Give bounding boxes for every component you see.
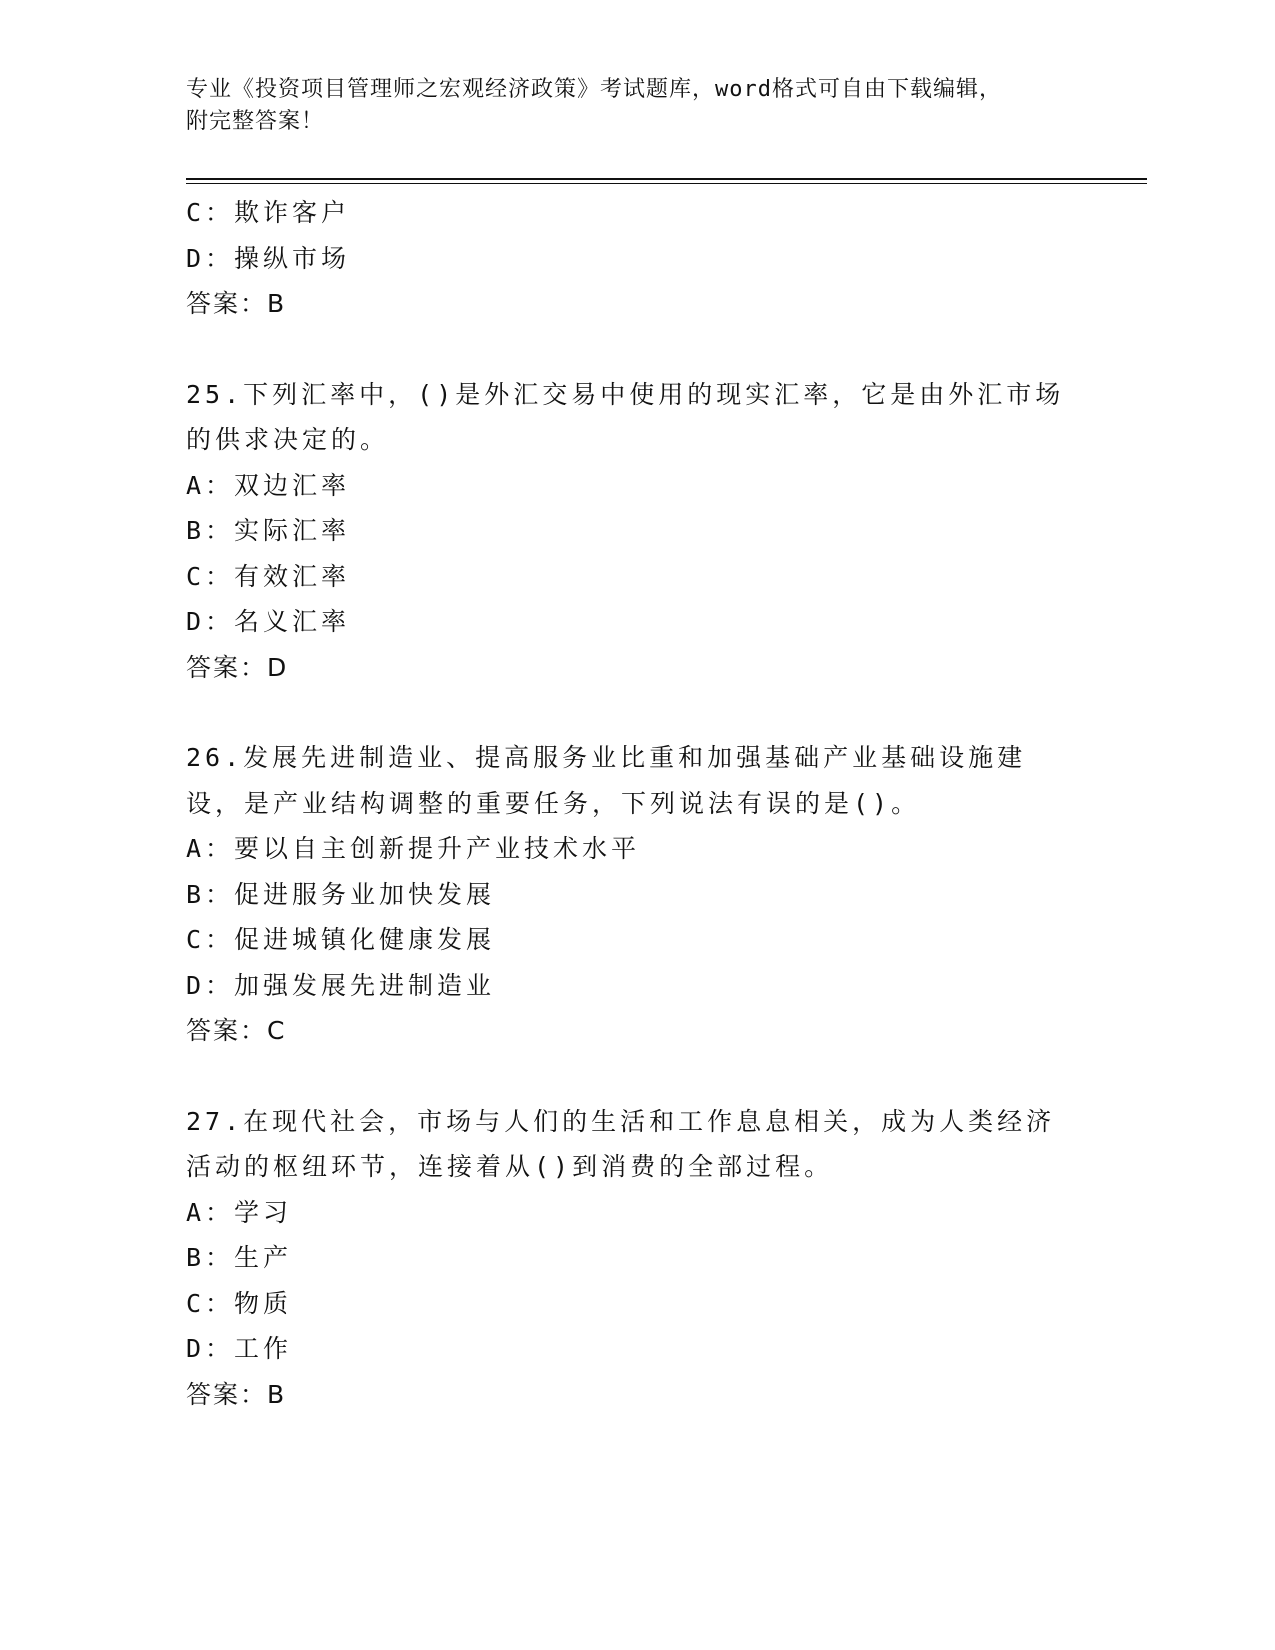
question-stem: 27.在现代社会，市场与人们的生活和工作息息相关，成为人类经济活动的枢纽环节，连接着从()到消费的全部过程。 [186, 1106, 1056, 1181]
option-d: D：加强发展先进制造业 [186, 970, 496, 1000]
document-header [186, 74, 1086, 138]
option-a: A：要以自主创新提升产业技术水平 [186, 834, 641, 863]
question-26 [186, 735, 1086, 1054]
option-b: B：实际汇率 [186, 516, 351, 545]
answer-line: 答案：C [186, 1016, 287, 1045]
answer-line: 答案：B [186, 1379, 287, 1409]
option-a: A：学习 [186, 1197, 293, 1227]
question-25 [186, 372, 1086, 691]
question-list [186, 190, 1086, 1417]
option-b: B：生产 [186, 1243, 293, 1272]
header-divider-thin [186, 183, 1147, 184]
option-c: C：促进城镇化健康发展 [186, 925, 496, 954]
question-27 [186, 1099, 1086, 1418]
header-divider-thick [186, 178, 1147, 180]
answer-line: 答案：B [186, 289, 287, 318]
header-line-2: 附完整答案！ [186, 109, 325, 134]
answer-line: 答案：D [186, 652, 289, 682]
question-stem: 25.下列汇率中，()是外汇交易中使用的现实汇率，它是由外汇市场的供求决定的。 [186, 379, 1065, 454]
option-d: D：操纵市场 [186, 243, 351, 273]
option-c: C：欺诈客户 [186, 198, 351, 227]
option-d: D：工作 [186, 1334, 293, 1363]
carryover-question [186, 190, 1086, 327]
option-d: D：名义汇率 [186, 607, 351, 636]
header-line-1: 专业《投资项目管理师之宏观经济政策》考试题库，word格式可自由下载编辑， [186, 77, 1002, 102]
option-c: C：有效汇率 [186, 561, 351, 591]
option-a: A：双边汇率 [186, 470, 351, 500]
option-b: B：促进服务业加快发展 [186, 879, 496, 909]
question-stem: 26.发展先进制造业、提高服务业比重和加强基础产业基础设施建设，是产业结构调整的重要任务，下列说法有误的是()。 [186, 743, 1027, 818]
option-c: C：物质 [186, 1288, 293, 1318]
